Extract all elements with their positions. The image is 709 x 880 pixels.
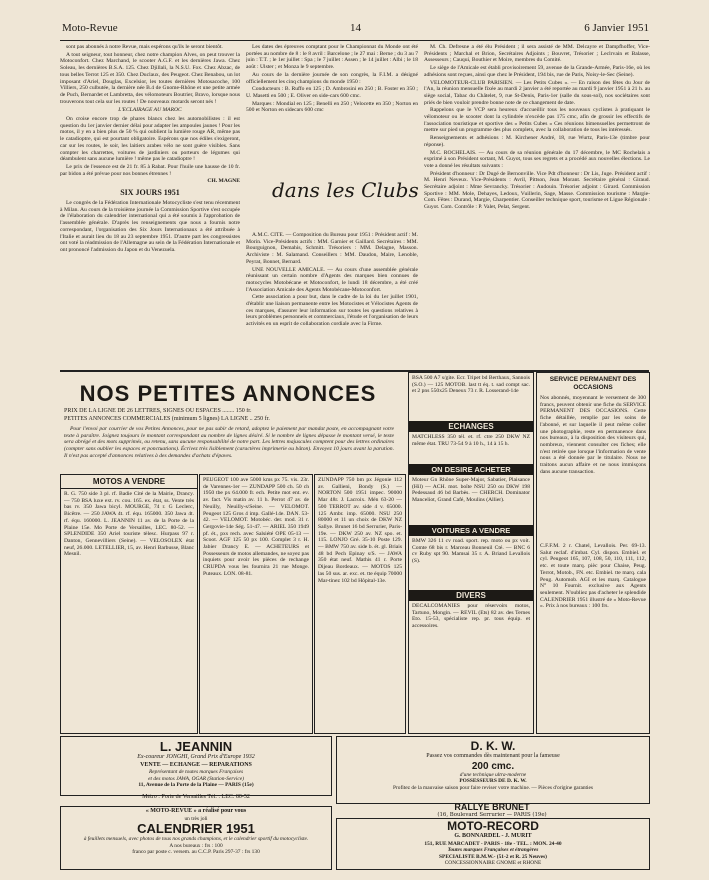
ad-line: Représentant de toutes marques Françaises	[148, 769, 244, 775]
ad-line: « MOTO-REVUE » a réalisé pour vous	[145, 808, 247, 814]
paragraph: Au cours de la dernière journée de son congrès, la F.I.M. a désigné officiellement les cinq champions du monde 1950 :	[246, 71, 418, 85]
ad-line: d'une technique ultra-moderne	[459, 771, 527, 778]
ads-text: DECALCOMANIES pour réservoirs motos, Tartuno, Mongin. — REVIL (Ets) 82 av. des Ternes Eto. 15-53, spécialiste rep. pr. tous équip. et accessoires.	[412, 603, 530, 630]
ad-title: D. K. W.	[470, 739, 516, 753]
ad-line: G. BONNARDEL - J. MURIT	[454, 833, 532, 839]
section-heading: ON DESIRE ACHETER	[409, 464, 533, 475]
paragraph: Marques : Mondial en 125 ; Benelli en 250 ; Velocette en 350 ; Norton en 500 et Norton en sidecars 600 cmc	[246, 100, 418, 114]
page-header	[62, 22, 649, 38]
ad-calendrier	[60, 806, 332, 870]
ad-line: SPECIALISTE B.M.W.- (51-2 et R. 25 Neuves)	[439, 853, 547, 860]
ad-line: à feuillets mensuels, avec photos de tous nos grands champions, et le calendrier sportif du motocycliste.	[83, 836, 309, 843]
paragraph: Rappelons que le VCP sera heureux d'accueillir tous les nouveaux cyclistes à pratiquant le vélomoteur ou le scooter dont la cylindrée n'excède pas 175 cmc, afin de grossir les effectifs de l'association touristique et sportive des « Petits Cubes » Ces réunions bimensuelles permettront de mettre sur pied un programme des plus complets, avec la collaboration de tous les intéressés.	[424, 107, 650, 134]
ad-title: L. JEANNIN	[159, 739, 233, 754]
paragraph: Renseignements et adhésions : M. Kirchener André, 18, rue Wurtz, Paris-13e (timbre pour réponse).	[424, 135, 650, 148]
ads-text: BSA 500 A7 s/gite. Ecr. Tripet bd Berthaux, Sannois (S.O.) — 125 MOTOB. last tt éq. t. sad compt sac. et 2 pns 550x25 Deneux 73 r. R. Losserand-14e	[412, 375, 530, 395]
ad-line: CONCESSIONNAIRE GNOME et RHONE	[444, 860, 542, 867]
ad-line: 200 cmc.	[471, 760, 515, 772]
ads-text: C.F.F.M. 2 r. Chatel, Levallois. Per. 69-13. Salut reclaf. d'imbat. Cyl. dispon. Embiel. et cyl. Peugeot 165, 107, 108, 50, 110, 111, 112, etc. et toute marq. pièc pour Chaise, Peug. Terrot, Motob., FN. etc. Embiel. tte marq. cala Peug. Automob. AGI et les marq. Catalogue N° 10 Fournit. exclusive aux Agents seulement. N'oubliez pas d'acheter le splendide CALENDRIER 1951 illustré de « Moto-Revue ». Prix à nos bureaux : 100 frs.	[540, 543, 646, 610]
ad-line: A nos bureaux : frs : 100	[169, 842, 223, 849]
ad-line: franco par poste c. versem. au C.C.P. Paris 297-37 : frs 130	[132, 849, 260, 856]
paragraph: Conducteurs : B. Ruffo en 125 ; D. Ambrosini en 250 ; B. Foster en 350 ; U. Masetti en 500 ; E. Oliver en side-cars 600 cmc.	[246, 86, 418, 99]
section-heading: VOITURES A VENDRE	[409, 525, 533, 536]
petites-annonces-title: NOS PETITES ANNONCES	[79, 381, 377, 406]
rate-line: PETITES ANNONCES COMMERCIALES (minimum 5 lignes) LA LIGNE .. 250 fr.	[64, 415, 270, 422]
article-column-3	[424, 44, 650, 366]
ads-text: MATCHLESS 350 tél. et. rf. ctre 250 DKW NZ même état. TRU 73-54 9 à 10 h., 14 à 15 h.	[412, 434, 530, 447]
paragraph: On croise encore trop de phares blancs chez les automobilistes : il est question du 1er janvier dernier délai pour adapter les ampoules jaunes ! Pour les motos, il y en a bien plus de 50 % qui oublient la lumière rouge AR, même pas le catadioptre, qui est pourtant obligatoire. Espérons que nos édiles s'exigeront, car sur les routes, le soir, les laitiers arabes vélo ne sont guère visibles. Sans compter les charrettes, voitures de jardiniers ou porteurs de légumes qui déambulent sans aucune lumière ! même pas le catadioptre !	[60, 116, 240, 163]
ads-text: ZUNDAPP 750 bm px Jégonie 112 av. Gallieni, Bondy (S.) — NORTON 500 1951 impec. 90000 Mar 48r. J. Lacroix. Mén 63-20 — 500 TERROT av. side 4 v. 65000. 125 Ambr. imp. 65000. NSU 250 80000 et 11 un choix de DKW NZ Sallye. Brunet 16 bd Serrurier, Paris-19e. — DKW 250 av. NZ spo. et. 115. LONJO Gré. 35-10 Poste 129. — BMW 750 av. side b. ét. gl. Briais 48 bd Pech Epinay s/S. — JAWA 350 état neuf. Mathis 41 r. Porte Dijeau Bordeaux. — MOTOS 125 las 50 sus. ar. exc. et. tte équip 70000 Mar-tinez 102 bd Hôpital-13e.	[318, 477, 402, 584]
paragraph: M. Ch. Defresne a été élu Président ; il sera assisté de MM. Delcayre et Dampfhoffer, Vice-Présidents ; Marchal et Brion, Secrétaires Adjoints ; Bouvret, Trésorier ; Leclrvain et Balasse, Assesseurs ; Cauqui, Bouthier et Moire, membres du Comité.	[424, 44, 650, 64]
paragraph: UNE NOUVELLE AMICALE. — Au cours d'une assemblée générale réunissant un certain nombre d'Agents des marques bien connues de motocycles Motobécane et Motoconfort, le lundi 18 décembre, a été créé l'Association Amicale des Agents Motobécane-Motoconfort.	[246, 266, 418, 293]
paragraph: Le prix de l'essence est de 21 fr. 85 à Rabat. Pour l'huile une hausse de 10 fr. par bidon a été prévue pour nos bonnes étrennes !	[60, 163, 240, 177]
ad-line: Profitez de la mauvaise saison pour faire reviser votre machine. — Pièces d'origine garanties	[392, 784, 594, 791]
article-column-1	[60, 44, 240, 366]
ad-jeannin	[60, 736, 332, 796]
rate-line: PRIX DE LA LIGNE DE 26 LETTRES, SIGNES OU ESPACES ........ 150 fr.	[64, 408, 252, 414]
ad-title: CALENDRIER 1951	[137, 821, 255, 837]
ad-line: (16, Boulevard Serrurier — PARIS (19e)	[437, 812, 547, 818]
paragraph: M.C. ROCHELAIS. — Au cours de sa réunion générale du 17 décembre, le MC Rochelais a exprimé à son Président sortant, M. Guyot, tous ses regrets et a procédé aux nouvelles élections. Le vote a donné les résultats suivants :	[424, 149, 650, 169]
paragraph: A tout seigneur, tout honneur, chez notre champion Alves, on peut trouver la Motoconfort. Chez Marchand, le scooter A.G.F. et les dernières Jawa. Chez Soleau, les dernières B.S.A. 125. Chez Djillali, la N.S.U. Fox. Chez Abzac, de tous belles Terrot 125 et 350. Chez Duclaux, des Peugeot. Chez Benabou, un lot imposant d'Ariel, Douglas, Excelsior, les toutes dernières Motosacoche, 100 Villiers, 250 culbutée, la dernière née B.4 de Gnome-Rhône et une petite armée de Puch, Bernardet et Lambretta, des vélomoteurs Boutrier, Bravo, lorsque nous trouverons tout cela sur les routes ! De nouveaux motards seront nés !	[60, 51, 240, 105]
header-publication: Moto-Revue	[62, 22, 118, 34]
ad-moto-record	[336, 818, 650, 870]
article-heading-six-jours: SIX JOURS 1951	[120, 188, 180, 198]
clubs-column	[246, 232, 418, 364]
rates	[64, 408, 394, 424]
author-signature: CH. MAGNE	[207, 178, 240, 185]
ads-text: Nos abonnés, moyennant le versement de 300 francs, peuvent obtenir une fiche du SERVICE PERMANENT DES OCCASIONS. Cette fiche détaillée, remplie par les soins de l'abonné, et sur laquelle il peut même coller une photographie, reste en permanence dans nos bureaux, à la disposition des visiteurs qui, nombreux, viennent consulter ces fiches; elle n'est retirée que lorsque l'information de vente nous a été donnée par le titulaire. Nous ne traitons aucun affaire et ne nous immisçons dans aucune transaction.	[540, 395, 646, 475]
ad-line: 151, RUE MARCADET - PARIS - 18e - TEL. : MON. 24-40	[424, 840, 562, 847]
paragraph: Pour l'envoi par courrier de vos Petites Annonces, pour ne pas subir de retard, adoptez le paiement par mandat poste, en accompagnant votre texte à paraître. Joignez toujours le montant correspondant au nombre de lignes désiré. Si le nombre de lignes dépasse le montant versé, le texte sera abrégé et des mots supprimés, ou retenu, sans aucune responsabilité de notre part. Les lettres majuscules comptent pour des lettres ordinaires (compter sans oublier les espaces et ponctuations). Écrivez très lisiblement (caractères imprimerie ou bâton). Envoyez 10 jours avant la parution. Il n'est pas accepté d'annonces relatives à des demandes d'achats d'épaves.	[64, 426, 394, 459]
ad-title: MOTO-RECORD	[447, 819, 539, 833]
paragraph: A.M.C. CITE. — Composition du Bureau pour 1951 : Président actif : M. Morin. Vice-Présidents actifs : MM. Garnier et Gaillard. Secrétaires : MM. Bourguignon, Demahis, Schmitt. Trésoriers : MM. Delagne, Masson. Archiviste : M. Salamand. Conseillers : MM. Daudon, Maire, Lenoble, Peyrat, Bonnet, Bernard.	[246, 232, 418, 265]
paragraph: Président d'honneur : Dr Dugé de Bernonville. Vice Pdt d'honneur : Dr Lis, Juge. Président actif : M. Henri Neveux. Vice-Présidents : Avril, Pittson, Jean Morant. Secrétaire général : Giraud. Secrétaire adjoint : Mme Sevrancky. Trésorier : Audouin. Trésorier adjoint : Girard. Commission Sportive : MM. Mole, Dehayes, Ledoux, Vuillerin, Sage, Masse. Commission tourisme : Margie-Com. Fêtes : Durand, Margie, Charpentier. Conseiller technique sport, tourisme et Ligue Régionale : Guyot. Com. Contrôle : P. Valet, Pelat, Sergent.	[424, 170, 650, 211]
annonces-intro	[64, 426, 394, 470]
ads-column-4	[408, 372, 534, 734]
ad-line: Ex-coureur JONGHI, Grand Prix d'Europe 1932	[137, 754, 255, 760]
clubs-title: dans les Clubs	[272, 178, 419, 202]
ad-line: Métro : Porte de Versailles Tél. : LEC. 80-52	[142, 794, 250, 800]
ad-line: POSSESSEURS DE D. K. W.	[459, 778, 527, 785]
ads-text: R. G. 750 side 3 pl. rf. Badie Cité de la Mairie, Drancy. — 750 BSA luxe ext. rv. cou. 165. ex. état, ss. Vente très bas rv. 350 Jawa bicyl. MOURGE, 74 r. G Leclerc, Bicêtre. — 250 JAWA 4t. rf. équ. 165000. 350 Jawa 4t. rf. équ. 160000. L. JEANNIN 11 av. de la Porte de la Plaine 15e. Mo Porte de Versailles, LEC. 80-52. — SPLENDIDE 350 Ariel touriste tèlesc. Hurpass 97 r. Danton, Gennevilliers (Seine). — VELOSOLEX état neuf, 26.000. LETELLIER, 15, av. Henri Barbusse, Blanc Mesnil.	[64, 491, 194, 558]
paragraph: Les dates des épreuves comptant pour le Championnat du Monde ont été portées au nombre de 8 : le 8 avril : Barcelone ; le 27 mai : Berne ; du 3 au 7 juin : T.T. ; le 1er juillet : Spa ; le 7 juillet : Assen ; le 14 juillet : Albi ; le 18 août : Ulster ; et Monza le 9 septembre.	[246, 44, 418, 71]
section-heading: DIVERS	[409, 590, 533, 601]
section-heading: MOTOS A VENDRE	[61, 475, 197, 489]
section-heading: ECHANGES	[409, 421, 533, 432]
ads-text: Moteur Gn Rhône Super-Major, Sabatier, Plaisance (Hil) — ACH. mot. boîte NSU 250 ou DKW 198 Pedessaud 46 bd Barbès. — CHERCH. Dominator Manceliot, Grand Café, Moulins (Allier).	[412, 477, 530, 504]
ad-line: Toutes marques Françaises et étrangères	[447, 847, 539, 854]
ad-dkw-footer	[336, 802, 648, 819]
article-heading-eclairage: L'ECLAIRAGE AU MAROC	[118, 107, 182, 114]
paragraph: VELOMOTEUR-CLUB PARISIEN. — Les Petits Cubes ». — En raison des fêtes du Jour de l'An, la réunion mensuelle fixée au mardi 2 janvier a été reportée au mardi 9 janvier 1951 à 21 h. au siège social, Tabac du Châtelet, 9, rue St-Denis, Paris-1er (salle du sous-sol), nos sociétaires sont priés de bien vouloir prendre bonne note de ce changement de date.	[424, 79, 650, 106]
ads-motos-column	[60, 474, 198, 734]
ad-line: Passez vos commandes dès maintenant pour la fameuse	[426, 753, 560, 759]
paragraph: Le congrès de la Fédération Internationale Motocycliste s'est tenu récemment à Milan. Au cours de la troisième journée la Commission Sportive s'est occupée de l'élaboration du calendrier international qui a été soumis à l'approbation de l'assemblée générale. D'après les renseignements que nous a fournis notre correspondant, l'organisation des Six Jours Internationaux a été attribuée à l'Italie et aurait lieu du 18 au 23 septembre 1951. D'autre part les congressistes ont voté la réadmission de l'Allemagne au sein de la Fédération Internationale et ont prononcé l'admission du Japon et du Venezuela.	[60, 200, 240, 253]
ad-line: VENTE — ECHANGE — REPARATIONS	[140, 761, 252, 768]
ad-line: et des motos JAWA, OGAR (Station-Service)	[148, 775, 244, 782]
article-column-2	[246, 44, 418, 150]
header-rule	[60, 40, 649, 41]
ads-text: PEUGEOT 100 ave 5000 kms px 75. vis. 23r. de Varennes-1er — ZUNDAPP 500 ch. 50 ch 1950 tbe px 64.000 fr. ech. Petite mot ent. ev. av. fact. Vis matin av. 11 h. Perrot 47 av. de Neuilly, Neuilly-s/Seine. — VELOMOT. Peugeot 125 Gros 4 imp. Gallé-14e. DAN. 53-42. — VELOMOT. Motobéc. der. mod. 31 r. Gergovie-14e Ség. 51-47. — ARIEL 350 1949 pf. ét., pxs rech. avec Salsiété OPE 05-13 — Scoot. AGF 125 50 px 100. Complet 3 r. H. Jabier Drancy E. — ACHETEURS et Possesseurs de motos allemandes, ne soyez pas inquiets pour avoir les pièces de rechange CRUPDA vous les fournira 21 rue Monge. Puteaux. LON. 08-81.	[203, 477, 309, 577]
header-date: 6 Janvier 1951	[584, 22, 649, 34]
ad-line: un très joli	[184, 815, 208, 822]
section-heading: SERVICE PERMANENT DES OCCASIONS	[549, 376, 637, 391]
service-permanent-box	[536, 372, 650, 734]
paragraph: Cette association a pour but, dans le cadre de la loi du 1er juillet 1901, d'établir une liaison permanente entre les Motocistes et Vélocistes Agents de ces marques, d'assurer leur information sur toutes les questions relatives à leurs problèmes personnels et commerciaux, l'étude et l'organisation de leurs activités en un esprit de collaboration cordiale avec la Firme.	[246, 294, 418, 328]
header-page-number: 14	[350, 22, 361, 34]
paragraph: Le siège de l'Amicale est établi provisoirement 59, avenue de la Grande-Armée, Paris-16e, où les adhésions sont reçues, ainsi que chez le Président, 194 bis, rue de Paris, Noisy-le-Sec (Seine).	[424, 65, 650, 78]
ads-text: BMW 326 11 cv road. sport. rep. moto ou px voit. Comte 68 bis r. Marceau Bonneuil Cté. — BNC 6 cv Ruby spt 90. Mamsai 35 r. A. Briand Levallois (S).	[412, 538, 530, 565]
ads-column-2	[199, 474, 313, 734]
ad-line: RALLYE BRUNET	[454, 802, 530, 812]
paragraph: sont pas abonnés à notre Revue, mais espérons qu'ils le seront bientôt.	[66, 44, 223, 50]
ad-dkw	[336, 736, 650, 804]
ad-line: 11, Avenue de la Porte de la Plaine — PARIS (15e)	[138, 782, 254, 789]
ads-column-3	[314, 474, 406, 734]
